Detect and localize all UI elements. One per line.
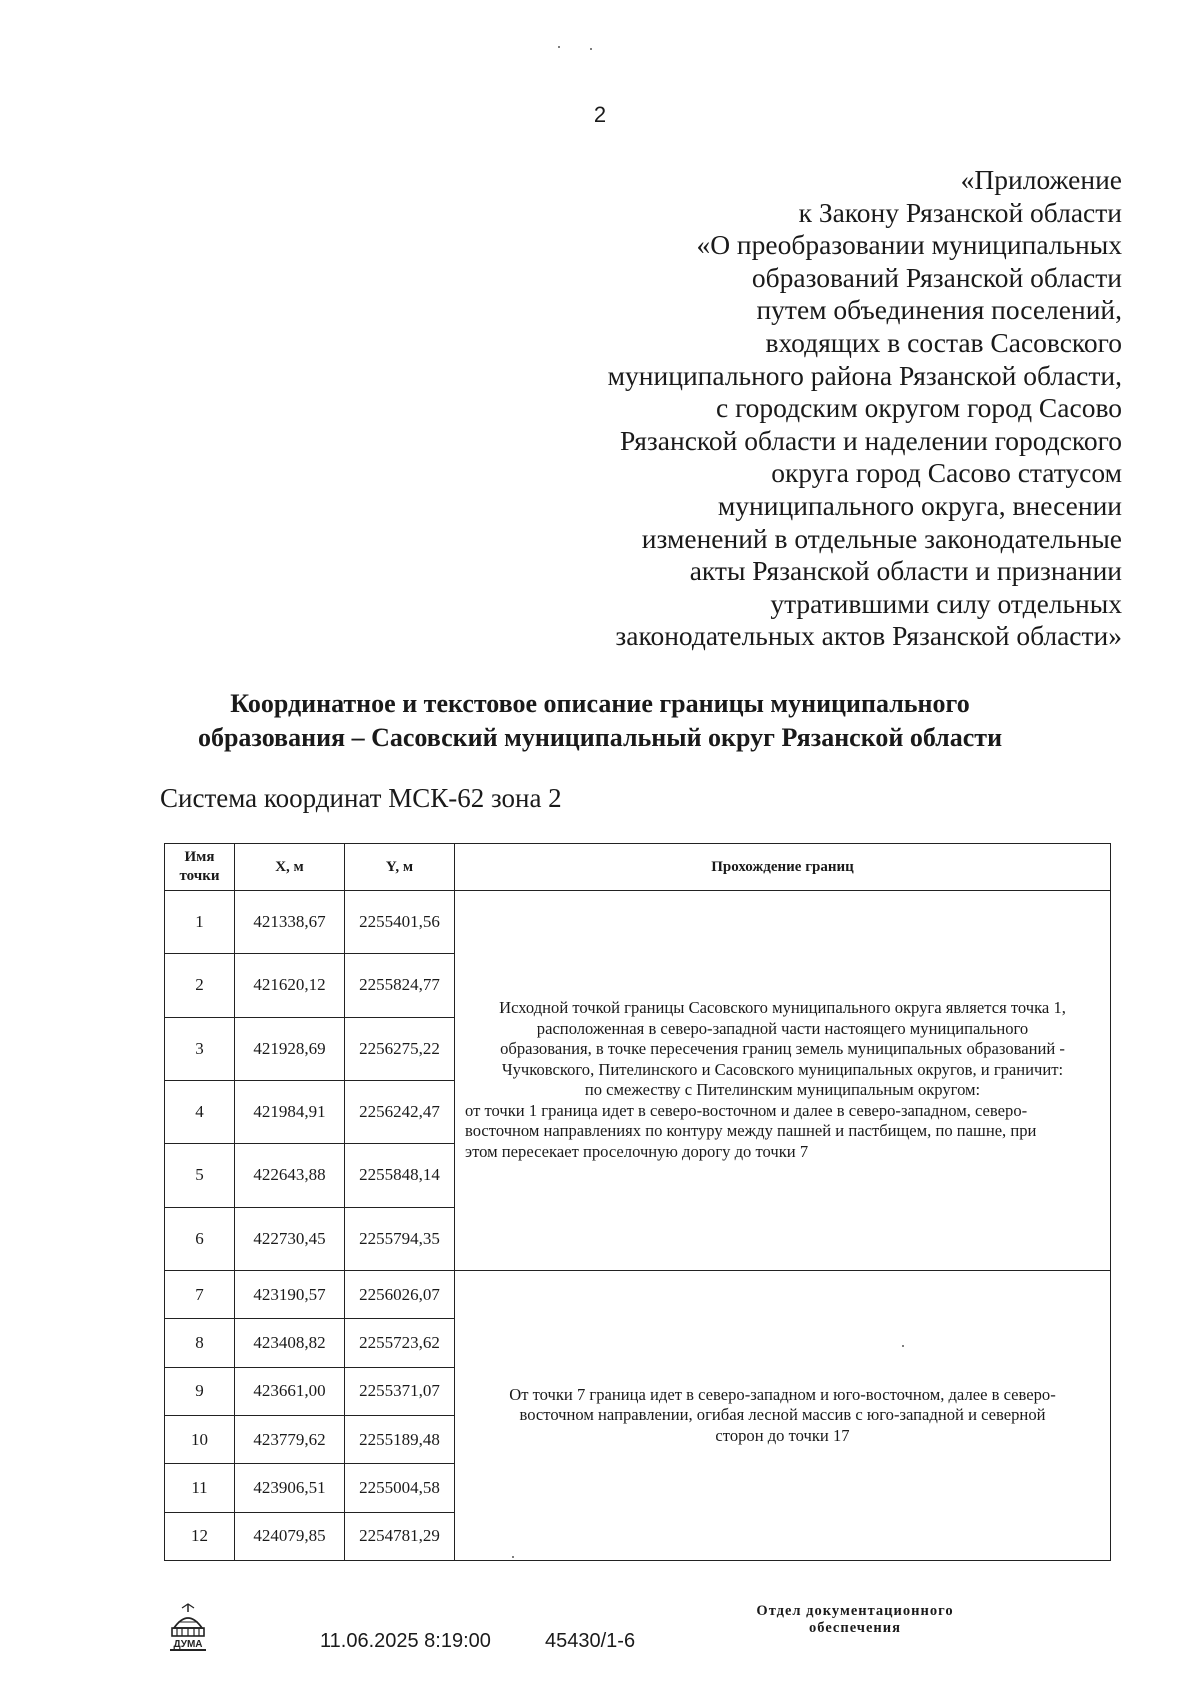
cell-x: 424079,85 [235,1512,345,1560]
appendix-line: утратившими силу отдельных [770,587,1122,619]
appendix-line: образований Рязанской области [751,261,1122,293]
description-line: восточном направлении, огибая лесной массив с юго-западной и северной [519,1405,1046,1425]
cell-x: 421928,69 [235,1017,345,1080]
header-point-name: Имя точки [165,844,235,891]
cell-point: 4 [165,1080,235,1143]
appendix-line: «О преобразовании муниципальных [696,229,1122,261]
cell-point: 11 [165,1464,235,1512]
duma-logo-icon [166,1602,210,1652]
cell-x: 423408,82 [235,1319,345,1367]
appendix-line: муниципального округа, внесении [717,489,1122,521]
document-title-line: Координатное и текстовое описание границы муниципального [230,689,970,718]
appendix-line: Рязанской области и наделении городского [620,424,1122,456]
document-title-line: образования – Сасовский муниципальный округ Рязанской области [197,723,1003,752]
cell-x: 423779,62 [235,1415,345,1463]
appendix-line: изменений в отдельные законодательные [641,522,1122,554]
cell-point: 2 [165,954,235,1017]
appendix-line: муниципального района Рязанской области, [607,359,1122,391]
cell-x: 421984,91 [235,1080,345,1143]
scan-speck [590,48,592,50]
scan-speck [902,1345,904,1347]
appendix-line: акты Рязанской области и признании [689,555,1122,587]
cell-point: 7 [165,1270,235,1318]
cell-point: 1 [165,891,235,954]
description-line: по смежеству с Пителинским муниципальным округом: [584,1080,981,1100]
cell-x: 421620,12 [235,954,345,1017]
duma-logo-text: ДУМА [173,1639,203,1650]
department-stamp [690,1603,1020,1637]
header-boundary: Прохождение границ [455,844,1111,891]
appendix-line: входящих в состав Сасовского [765,326,1122,358]
department-stamp-line: Отдел документационного [756,1603,954,1619]
table-header-row [165,844,1111,891]
appendix-line: законодательных актов Рязанской области» [615,620,1122,652]
appendix-line: с городским округом город Сасово [715,392,1122,424]
department-stamp-line: обеспечения [809,1620,901,1636]
cell-y: 2256275,22 [345,1017,455,1080]
appendix-line: «Приложение [960,164,1122,195]
table-row [165,891,1111,954]
cell-x: 422730,45 [235,1207,345,1270]
cell-y: 2256026,07 [345,1270,455,1318]
cell-x: 423190,57 [235,1270,345,1318]
cell-point: 9 [165,1367,235,1415]
description-line: восточном направлениях по контуру между пашней и пастбищем, по пашне, при [465,1121,1037,1141]
appendix-line: к Закону Рязанской области [798,196,1122,228]
cell-point: 3 [165,1017,235,1080]
document-title [0,687,1200,755]
cell-point: 8 [165,1319,235,1367]
boundary-description-1 [455,891,1111,1271]
header-x: X, м [235,844,345,891]
cell-y: 2255189,48 [345,1415,455,1463]
coordinates-table [164,843,1111,1561]
cell-y: 2254781,29 [345,1512,455,1560]
cell-point: 6 [165,1207,235,1270]
table-row [165,1270,1111,1318]
cell-x: 423906,51 [235,1464,345,1512]
appendix-line: округа город Сасово статусом [771,457,1122,489]
cell-y: 2255848,14 [345,1144,455,1207]
cell-x: 421338,67 [235,891,345,954]
description-line: сторон до точки 17 [715,1425,850,1445]
description-line: образования, в точке пересечения границ земель муниципальных образований - [500,1039,1065,1059]
cell-y: 2255401,56 [345,891,455,954]
cell-y: 2256242,47 [345,1080,455,1143]
description-line: этом пересекает проселочную дорогу до точки 7 [465,1141,809,1161]
footer-datetime: 11.06.2025 8:19:00 [320,1630,491,1652]
page-number: 2 [593,102,607,127]
coordinate-system-label: Система координат МСК-62 зона 2 [160,783,562,813]
description-line: Исходной точкой границы Сасовского муниципального округа является точка 1, [499,998,1066,1018]
appendix-line: путем объединения поселений, [756,294,1122,326]
description-line: расположенная в северо-западной части настоящего муниципального [536,1018,1029,1038]
description-line: От точки 7 граница идет в северо-западном и юго-восточном, далее в северо- [509,1384,1056,1404]
cell-x: 422643,88 [235,1144,345,1207]
description-line: от точки 1 граница идет в северо-восточном и далее в северо-западном, северо- [465,1100,1028,1120]
scan-speck [512,1556,514,1558]
description-line: Чучковского, Пителинского и Сасовского муниципальных округов, и граничит: [501,1059,1064,1079]
cell-point: 5 [165,1144,235,1207]
appendix-header [402,164,1122,653]
scan-speck [558,46,560,48]
header-y: Y, м [345,844,455,891]
boundary-description-2 [455,1270,1111,1560]
cell-y: 2255723,62 [345,1319,455,1367]
cell-point: 12 [165,1512,235,1560]
cell-y: 2255371,07 [345,1367,455,1415]
cell-y: 2255824,77 [345,954,455,1017]
cell-y: 2255794,35 [345,1207,455,1270]
cell-y: 2255004,58 [345,1464,455,1512]
footer-document-number: 45430/1-6 [545,1630,636,1652]
cell-x: 423661,00 [235,1367,345,1415]
cell-point: 10 [165,1415,235,1463]
